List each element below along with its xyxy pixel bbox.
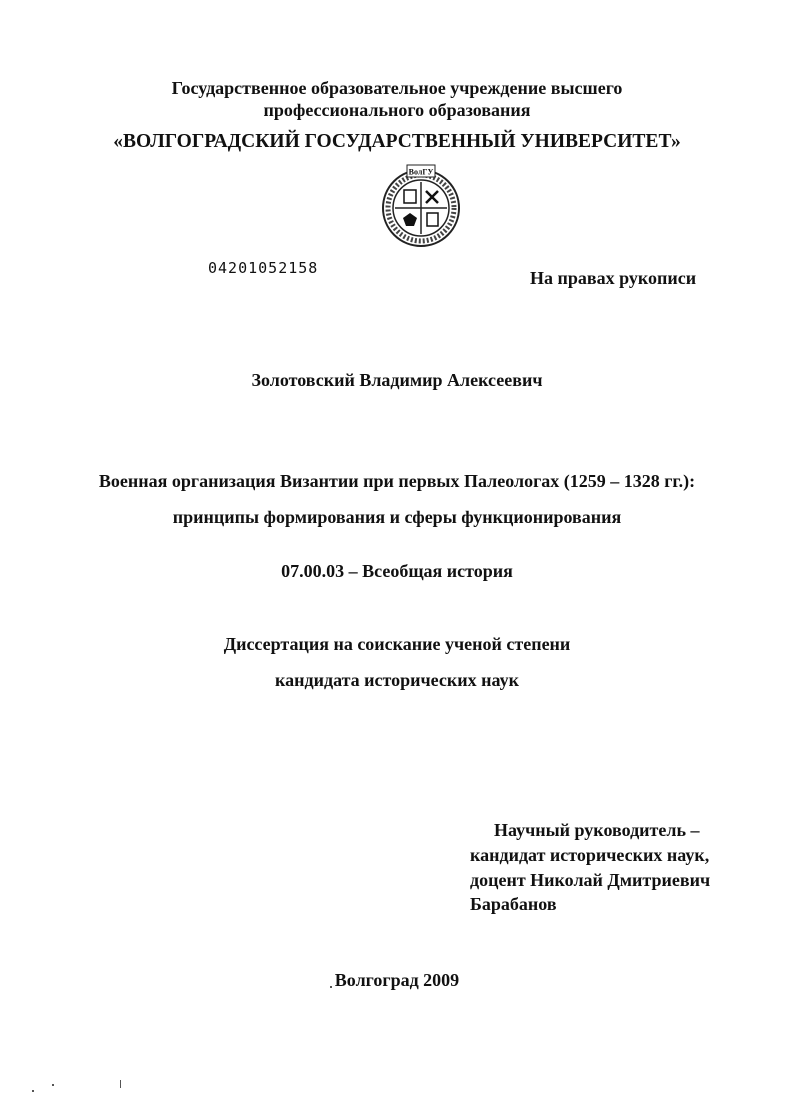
supervisor-line2: кандидат исторических наук, — [470, 845, 710, 865]
leaf-icon — [403, 213, 417, 226]
dissertation-title-line1: Военная организация Византии при первых Палеологах (1259 – 1328 гг.): — [98, 471, 696, 491]
book-icon — [404, 190, 416, 203]
institution-type-line1: Государственное образовательное учреждение высшего — [171, 78, 623, 98]
supervisor-line3: доцент Николай Дмитриевич — [470, 870, 711, 890]
supervisor-line4: Барабанов — [470, 894, 557, 914]
crossed-tools-icon — [426, 191, 438, 203]
emblem-monogram: ВолГУ — [408, 167, 434, 177]
author-name: Золотовский Владимир Алексеевич — [251, 370, 543, 390]
catalog-number: 04201052158 — [208, 259, 319, 277]
specialty-code: 07.00.03 – Всеобщая история — [281, 561, 513, 581]
scan-speck — [330, 986, 332, 988]
flask-icon — [427, 213, 438, 226]
university-name: «ВОЛГОГРАДСКИЙ ГОСУДАРСТВЕННЫЙ УНИВЕРСИТЕТ» — [113, 131, 681, 152]
degree-line1: Диссертация на соискание ученой степени — [223, 634, 571, 654]
scan-speck — [120, 1080, 121, 1088]
scan-speck — [32, 1090, 34, 1092]
place-and-year: Волгоград 2009 — [334, 970, 460, 990]
scan-speck — [52, 1084, 54, 1086]
institution-type-line2: профессионального образования — [263, 100, 531, 120]
dissertation-title-line2: принципы формирования и сферы функционирования — [172, 507, 622, 527]
university-emblem — [379, 162, 463, 250]
manuscript-rights-note: На правах рукописи — [530, 268, 697, 288]
supervisor-line1: Научный руководитель – — [494, 820, 700, 840]
degree-line2: кандидата исторических наук — [275, 670, 519, 690]
